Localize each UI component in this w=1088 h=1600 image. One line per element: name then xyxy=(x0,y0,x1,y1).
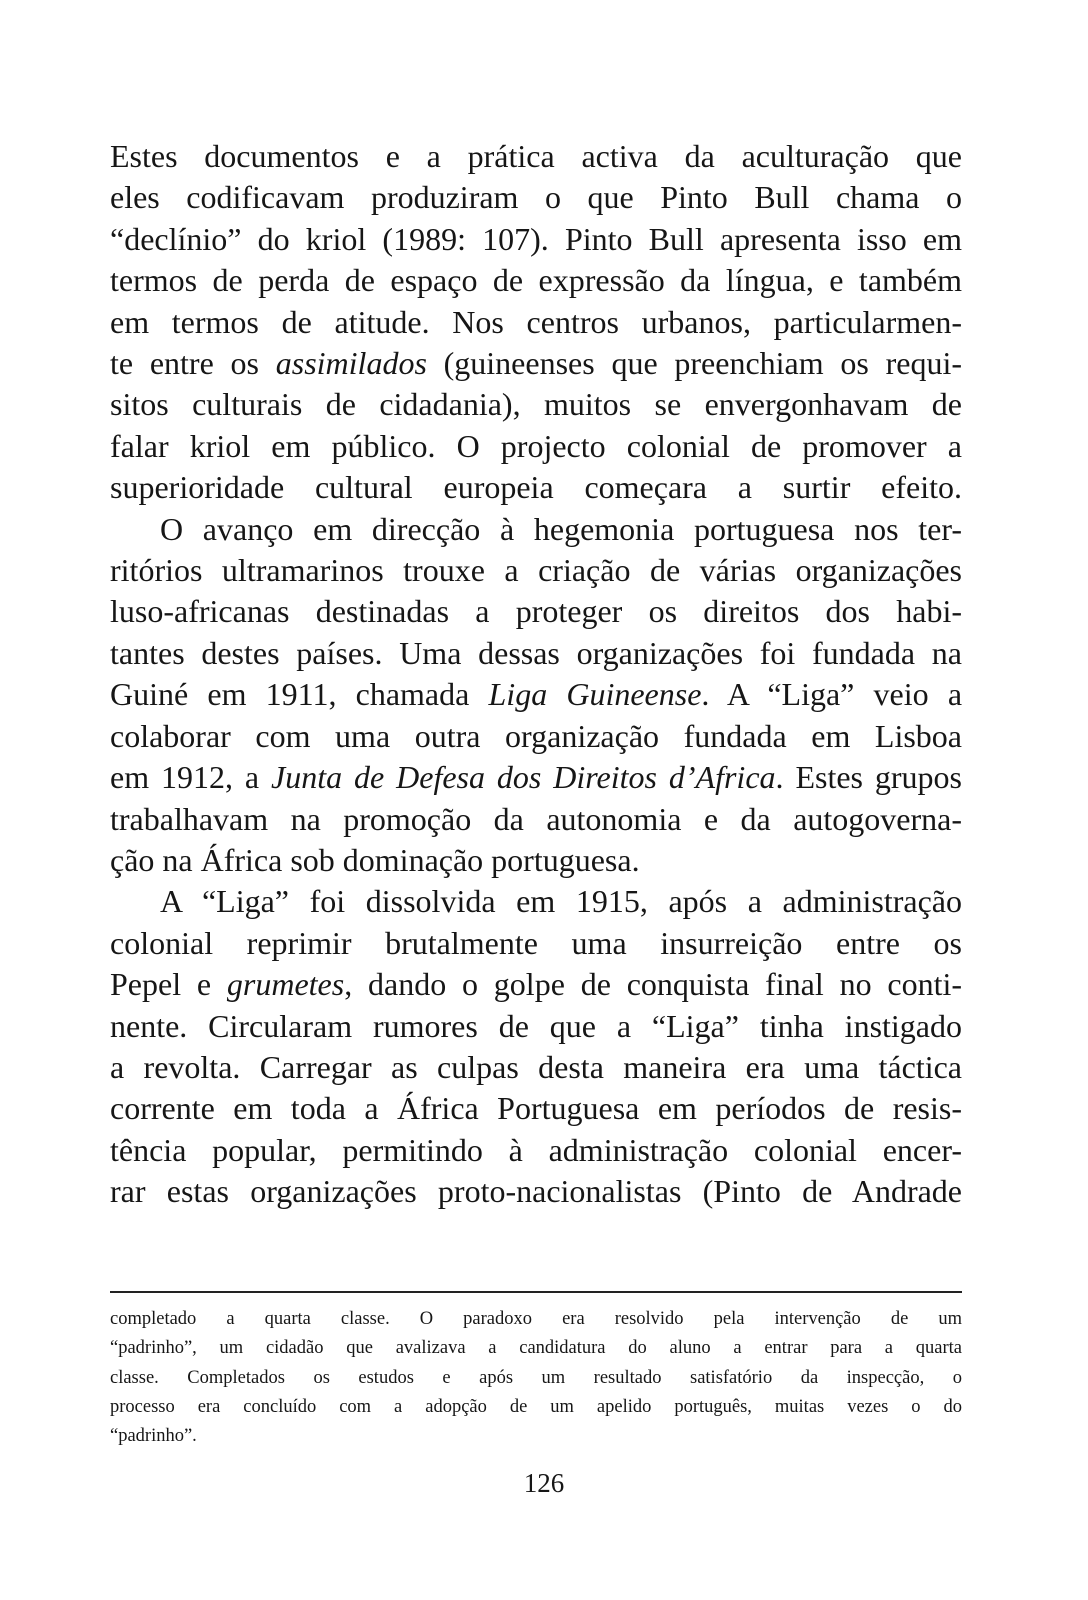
text-line: O avanço em direcção à hegemonia portuguesa nos ter- xyxy=(160,510,962,547)
text-line: nente. Circularam rumores de que a “Liga” tinha instigado xyxy=(110,1007,962,1044)
text-line: eles codificavam produziram o que Pinto Bull chama o xyxy=(110,179,962,216)
footnote-line: processo era concluído com a adopção de um apelido português, muitas vezes o do xyxy=(110,1396,962,1417)
text-line: colaborar com uma outra organização fundada em Lisboa xyxy=(110,717,962,754)
text-line: trabalhavam na promoção da autonomia e da autogoverna- xyxy=(110,800,962,837)
footnote-divider xyxy=(110,1291,962,1293)
text-line: te entre os assimilados (guineenses que preenchiam os requi- xyxy=(110,345,962,382)
text-line: corrente em toda a África Portuguesa em períodos de resis- xyxy=(110,1090,962,1127)
footnote xyxy=(110,1305,962,1451)
footnote-line: completado a quarta classe. O paradoxo era resolvido pela intervenção de um xyxy=(110,1309,962,1329)
footnote-line: “padrinho”. xyxy=(110,1426,197,1447)
text-line: em 1912, a Junta de Defesa dos Direitos d’Africa. Estes grupos xyxy=(110,759,962,796)
text-line: tência popular, permitindo à administração colonial encer- xyxy=(110,1131,962,1168)
text-line: tantes destes países. Uma dessas organizações foi fundada na xyxy=(110,634,962,671)
italic-term: assimilados xyxy=(275,345,427,382)
text-line: Pepel e grumetes, dando o golpe de conquista final no conti- xyxy=(110,966,962,1003)
text-line: Estes documentos e a prática activa da aculturação que xyxy=(110,138,962,174)
footnote-line: “padrinho”, um cidadão que avalizava a candidatura do aluno a entrar para a quarta xyxy=(110,1338,962,1359)
text-line: ritórios ultramarinos trouxe a criação de várias organizações xyxy=(110,552,962,589)
text-line: colonial reprimir brutalmente uma insurreição entre os xyxy=(110,924,962,961)
italic-term: Liga Guineense xyxy=(488,676,702,713)
italic-term: grumetes xyxy=(226,966,345,1003)
text-line: superioridade cultural europeia começara a surtir efeito. xyxy=(110,469,962,506)
footnote-line: classe. Completados os estudos e após um resultado satisfatório da inspecção, o xyxy=(110,1367,962,1388)
text-line: “declínio” do kriol (1989: 107). Pinto Bull apresenta isso em xyxy=(110,220,962,257)
text-line: a revolta. Carregar as culpas desta maneira era uma táctica xyxy=(110,1048,962,1085)
text-line: A “Liga” foi dissolvida em 1915, após a administração xyxy=(160,883,962,920)
text-line: sitos culturais de cidadania), muitos se envergonhavam de xyxy=(110,386,962,423)
text-line: termos de perda de espaço de expressão da língua, e também xyxy=(110,262,962,299)
text-line: ção na África sob dominação portuguesa. xyxy=(110,841,640,878)
page-number: 126 xyxy=(523,1468,565,1498)
text-line: Guiné em 1911, chamada Liga Guineense. A “Liga” veio a xyxy=(110,676,962,713)
text-line: rar estas organizações proto-nacionalistas (Pinto de Andrade xyxy=(110,1173,962,1210)
italic-term: Junta de Defesa dos Direitos d’Africa xyxy=(271,759,776,796)
text-line: em termos de atitude. Nos centros urbanos, particularmen- xyxy=(110,303,962,340)
text-line: luso-africanas destinadas a proteger os direitos dos habi- xyxy=(110,593,962,630)
text-line: falar kriol em público. O projecto colonial de promover a xyxy=(110,427,962,464)
body-text xyxy=(110,136,962,1213)
